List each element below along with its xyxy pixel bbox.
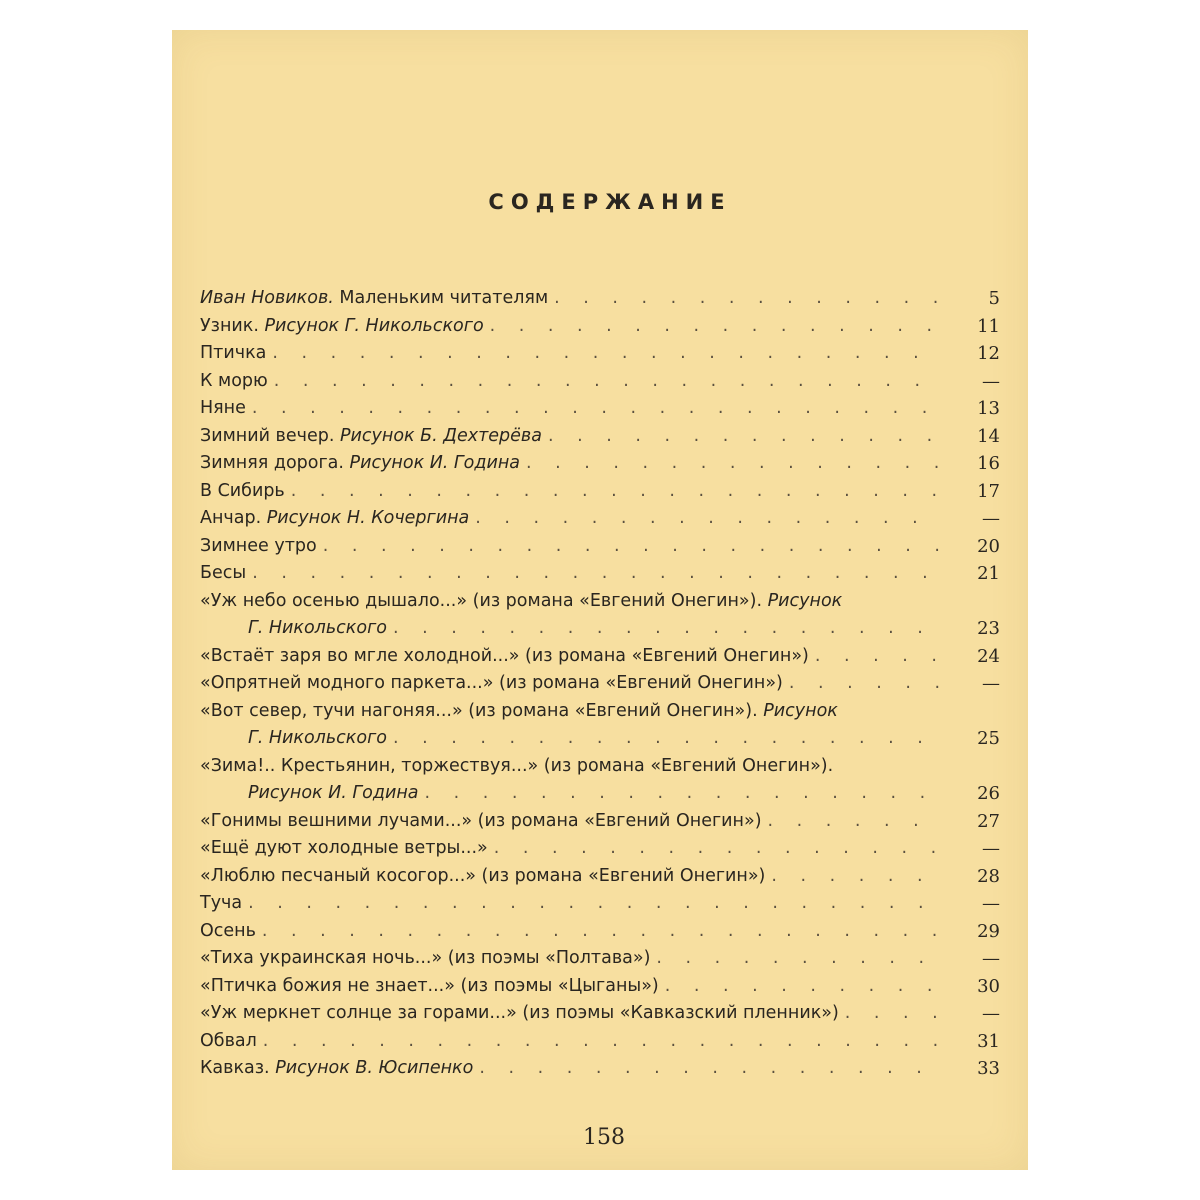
- toc-entry-line: [200, 560, 945, 588]
- dot-leader: [548, 423, 939, 451]
- toc-entry-page: 23: [977, 618, 1000, 639]
- toc-entry: [200, 863, 1000, 891]
- toc-entry-title: Зимний вечер.: [200, 425, 335, 446]
- toc-entry-page: 29: [977, 920, 1000, 942]
- dot-leader: [768, 808, 939, 836]
- toc-entry-line: [200, 368, 945, 396]
- dot-leader: [845, 1000, 939, 1028]
- toc-entry-title: Иван Новиков.: [200, 288, 334, 308]
- toc-entry-title: Бесы: [200, 563, 247, 583]
- toc-entry-line: [200, 918, 945, 946]
- toc-entry-title: Осень: [200, 920, 256, 941]
- toc-entry: [200, 395, 1000, 423]
- toc-entry-line: [200, 395, 945, 423]
- toc-entry-line: [200, 945, 945, 973]
- toc-entry: [200, 918, 1000, 946]
- toc-entry-title: «Уж небо осенью дышало...» (из романа «Евгений Онегин»).: [200, 590, 763, 611]
- table-of-contents: [200, 285, 1000, 1083]
- toc-entry-page: 17: [977, 480, 1000, 502]
- toc-entry: [200, 450, 1000, 478]
- dot-leader: [475, 505, 939, 533]
- toc-entry: [200, 560, 1000, 588]
- toc-entry: [200, 808, 1000, 836]
- toc-entry-line: [200, 505, 945, 533]
- toc-entry-line: [200, 863, 945, 891]
- toc-entry-page: 20: [977, 535, 1000, 557]
- toc-entry-title: В Сибирь: [200, 480, 285, 501]
- dot-leader: [393, 615, 939, 643]
- toc-entry-subtitle: Рисунок Г. Никольского: [258, 315, 484, 336]
- toc-entry: [200, 945, 1000, 973]
- dot-leader: [789, 670, 939, 698]
- toc-entry: [200, 753, 1000, 808]
- toc-entry-page: 27: [977, 810, 1000, 832]
- toc-entry-title: Зимняя дорога.: [200, 453, 344, 473]
- toc-entry-page: —: [982, 673, 1000, 694]
- toc-entry-line: [200, 1028, 945, 1056]
- toc-entry-title: «Опрятней модного паркета...» (из романа «Евгений Онегин»): [200, 673, 783, 693]
- toc-entry-subtitle: Рисунок: [762, 590, 843, 611]
- dot-leader: [771, 863, 939, 891]
- toc-entry-page: —: [982, 838, 1000, 859]
- toc-entry-page: 11: [977, 315, 1000, 337]
- toc-entry-title: «Тиха украинская ночь...» (из поэмы «Полтава»): [200, 948, 651, 968]
- dot-leader: [526, 450, 939, 478]
- toc-entry-line: [200, 670, 945, 698]
- toc-entry-line: [200, 423, 945, 451]
- toc-entry-line: [200, 615, 945, 643]
- dot-leader: [425, 780, 940, 808]
- toc-entry-line: [200, 478, 945, 506]
- toc-entry: [200, 533, 1000, 561]
- toc-entry-line: [200, 285, 945, 313]
- toc-entry: [200, 423, 1000, 451]
- toc-entry: [200, 588, 1000, 643]
- dot-leader: [252, 395, 939, 423]
- toc-entry-line: [200, 450, 945, 478]
- toc-entry-line: [200, 780, 945, 808]
- dot-leader: [815, 643, 939, 671]
- toc-entry-illustrator: Г. Никольского: [248, 728, 387, 748]
- toc-entry-page: 13: [977, 398, 1000, 419]
- toc-entry-subtitle: Рисунок: [757, 700, 838, 721]
- toc-entry-illustrator: Г. Никольского: [248, 618, 387, 638]
- toc-entry-page: 28: [977, 865, 1000, 887]
- book-page: [172, 30, 1028, 1170]
- toc-entry-title: «Ещё дуют холодные ветры...»: [200, 838, 488, 858]
- dot-leader: [494, 835, 939, 863]
- toc-entry: [200, 643, 1000, 671]
- dot-leader: [263, 1028, 939, 1056]
- toc-entry: [200, 340, 1000, 368]
- toc-entry-title: «Люблю песчаный косогор...» (из романа «Евгений Онегин»): [200, 865, 766, 886]
- toc-entry: [200, 313, 1000, 341]
- toc-entry-line: [200, 725, 945, 753]
- toc-entry-page: 14: [977, 425, 1000, 447]
- toc-entry: [200, 835, 1000, 863]
- dot-leader: [291, 478, 939, 506]
- toc-entry-title: К морю: [200, 370, 268, 391]
- toc-entry-page: 5: [988, 288, 1000, 309]
- toc-entry-page: —: [982, 1003, 1000, 1024]
- toc-entry-line: [200, 835, 945, 863]
- toc-entry-subtitle: Маленьким читателям: [333, 288, 549, 308]
- toc-entry-title: Обвал: [200, 1030, 257, 1051]
- toc-entry-page: 33: [977, 1058, 1000, 1079]
- toc-entry-page: 30: [977, 975, 1000, 997]
- dot-leader: [554, 285, 939, 313]
- toc-entry-subtitle: Рисунок В. Юсипенко: [269, 1058, 474, 1078]
- toc-entry-line: [200, 1055, 945, 1083]
- toc-entry-subtitle: Рисунок Н. Кочергина: [261, 508, 470, 528]
- page-title: СОДЕРЖАНИЕ: [488, 190, 732, 214]
- toc-entry-title: «Встаёт заря во мгле холодной...» (из романа «Евгений Онегин»): [200, 645, 809, 666]
- toc-entry-line: [200, 698, 945, 726]
- toc-entry-title: Анчар.: [200, 508, 262, 528]
- toc-entry-title: «Птичка божия не знает...» (из поэмы «Цыганы»): [200, 975, 659, 996]
- toc-entry-title: Няне: [200, 398, 246, 418]
- toc-entry: [200, 1028, 1000, 1056]
- toc-entry: [200, 478, 1000, 506]
- toc-entry-page: —: [982, 948, 1000, 969]
- toc-entry: [200, 505, 1000, 533]
- toc-entry-line: [200, 533, 945, 561]
- toc-entry: [200, 285, 1000, 313]
- toc-entry-page: 25: [977, 728, 1000, 749]
- dot-leader: [274, 368, 939, 396]
- toc-entry-page: —: [982, 508, 1000, 529]
- dot-leader: [665, 973, 939, 1001]
- toc-entry: [200, 368, 1000, 396]
- toc-entry-title: «Уж меркнет солнце за горами...» (из поэмы «Кавказский пленник»): [200, 1003, 839, 1023]
- toc-entry-subtitle: Рисунок Б. Дехтерёва: [334, 425, 542, 446]
- toc-entry-page: 12: [977, 343, 1000, 364]
- toc-entry-title: Зимнее утро: [200, 535, 317, 556]
- page-number: 158: [583, 1125, 625, 1150]
- dot-leader: [252, 560, 939, 588]
- toc-entry: [200, 1000, 1000, 1028]
- toc-entry-page: 21: [977, 563, 1000, 584]
- toc-entry-page: 16: [977, 453, 1000, 474]
- toc-entry-subtitle: Рисунок И. Година: [343, 453, 521, 473]
- toc-entry: [200, 698, 1000, 753]
- toc-entry-page: 24: [977, 645, 1000, 667]
- toc-entry: [200, 670, 1000, 698]
- toc-entry-title: Птичка: [200, 343, 267, 363]
- dot-leader: [262, 918, 939, 946]
- toc-entry-line: [200, 973, 945, 1001]
- toc-entry-line: [200, 890, 945, 918]
- toc-entry: [200, 973, 1000, 1001]
- toc-entry-page: 26: [977, 783, 1000, 804]
- dot-leader: [479, 1055, 939, 1083]
- toc-entry: [200, 890, 1000, 918]
- toc-entry-line: [200, 753, 945, 781]
- toc-entry-line: [200, 808, 945, 836]
- toc-entry-title: Узник.: [200, 315, 259, 336]
- dot-leader: [272, 340, 939, 368]
- toc-entry-line: [200, 588, 945, 616]
- toc-entry-line: [200, 313, 945, 341]
- toc-entry-page: —: [982, 893, 1000, 914]
- toc-entry: [200, 1055, 1000, 1083]
- toc-entry-title: Туча: [200, 893, 243, 913]
- dot-leader: [490, 313, 939, 341]
- toc-entry-page: —: [982, 370, 1000, 392]
- toc-entry-title: «Зима!.. Крестьянин, торжествуя...» (из романа «Евгений Онегин»).: [200, 755, 834, 776]
- toc-entry-line: [200, 340, 945, 368]
- toc-entry-illustrator: Рисунок И. Година: [248, 783, 419, 803]
- toc-entry-title: Кавказ.: [200, 1058, 270, 1078]
- toc-entry-line: [200, 1000, 945, 1028]
- dot-leader: [248, 890, 939, 918]
- toc-entry-page: 31: [977, 1030, 1000, 1052]
- toc-entry-line: [200, 643, 945, 671]
- toc-entry-title: «Гонимы вешними лучами...» (из романа «Евгений Онегин»): [200, 810, 762, 831]
- dot-leader: [393, 725, 939, 753]
- toc-entry-title: «Вот север, тучи нагоняя...» (из романа «Евгений Онегин»).: [200, 700, 758, 721]
- dot-leader: [656, 945, 939, 973]
- dot-leader: [323, 533, 939, 561]
